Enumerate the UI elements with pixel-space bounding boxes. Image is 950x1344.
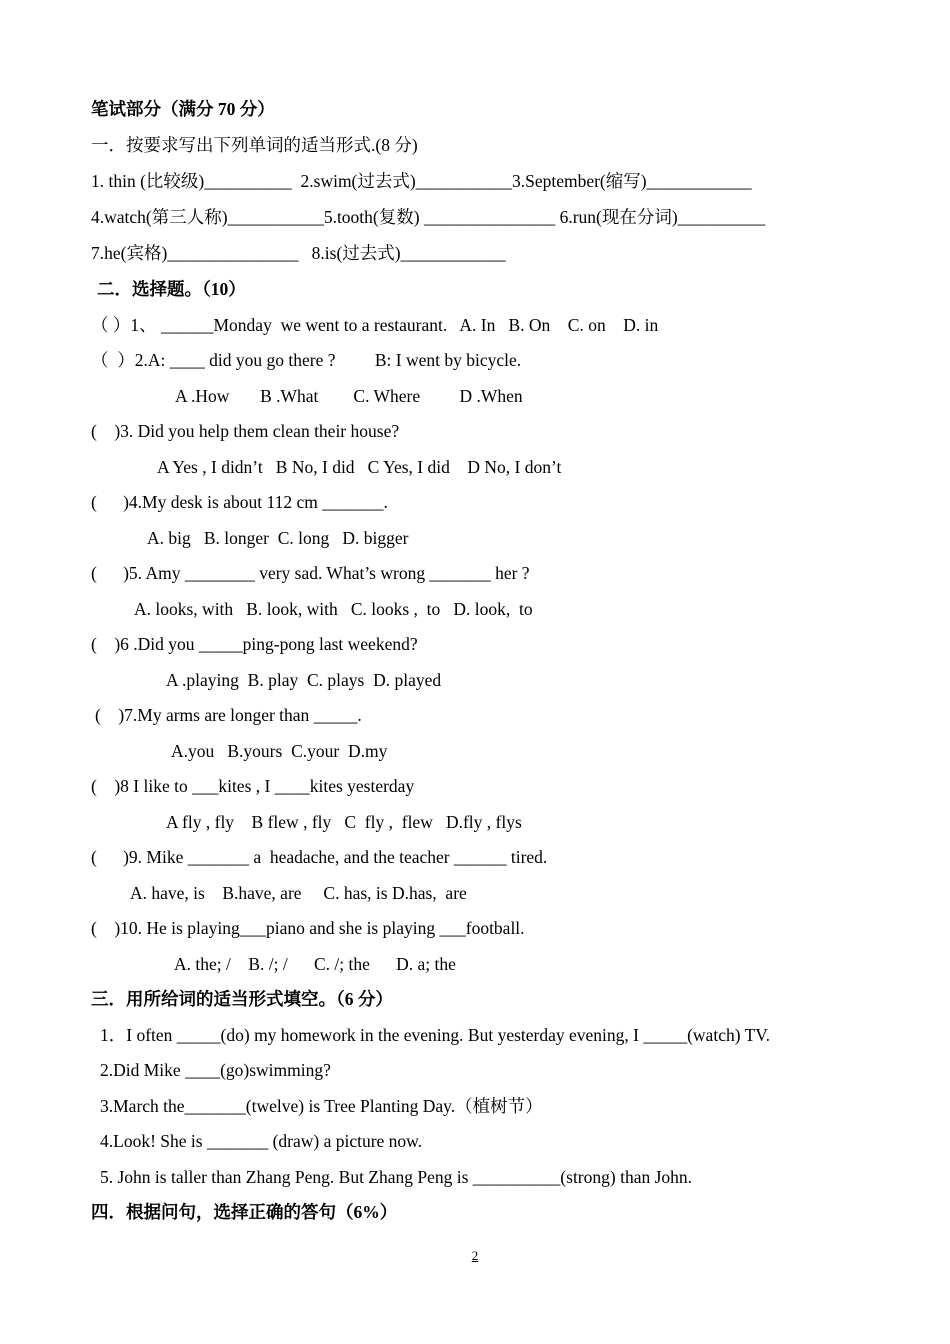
question-line: （ ）1、 ______Monday we went to a restaurant. A. In B. On C. on D. in — [91, 315, 659, 335]
section-1-heading: 一．按要求写出下列单词的适当形式.(8 分) — [91, 135, 418, 155]
option-line: A. looks, with B. look, with C. looks , to D. look, to — [134, 599, 533, 619]
section-3-heading: 三．用所给词的适当形式填空。（6 分） — [91, 989, 393, 1009]
question-line: ( )9. Mike _______ a headache, and the teacher ______ tired. — [91, 847, 548, 867]
option-line: A .How B .What C. Where D .When — [175, 386, 523, 406]
option-line: A. have, is B.have, are C. has, is D.has, are — [130, 883, 467, 903]
question-line: ( )4.My desk is about 112 cm _______. — [91, 492, 388, 512]
option-line: A. big B. longer C. long D. bigger — [147, 528, 409, 548]
question-line: ( )5. Amy ________ very sad. What’s wrong _______ her ? — [91, 563, 530, 583]
question-line: ( )10. He is playing___piano and she is playing ___football. — [91, 918, 525, 938]
question-line: ( )7.My arms are longer than _____. — [95, 705, 362, 725]
question-line: ( )8 I like to ___kites , I ____kites yesterday — [91, 776, 415, 796]
option-line: A Yes , I didn’t B No, I did C Yes, I did D No, I don’t — [157, 457, 562, 477]
fill-in-line: 5. John is taller than Zhang Peng. But Zhang Peng is __________(strong) than John. — [100, 1167, 693, 1187]
page-number: 2 — [471, 1248, 479, 1263]
option-line: A. the; / B. /; / C. /; the D. a; the — [174, 954, 456, 974]
question-line: ( )3. Did you help them clean their house? — [91, 421, 400, 441]
section-1-line: 1. thin (比较级)__________ 2.swim(过去式)___________3.September(缩写)____________ — [91, 171, 752, 191]
fill-in-line: 2.Did Mike ____(go)swimming? — [100, 1060, 331, 1080]
section-1-line: 7.he(宾格)_______________ 8.is(过去式)____________ — [91, 243, 506, 263]
section-2-heading: 二．选择题。（10） — [97, 279, 246, 299]
section-1-line: 4.watch(第三人称)___________5.tooth(复数) _______________ 6.run(现在分词)__________ — [91, 207, 766, 227]
fill-in-line: 1．I often _____(do) my homework in the evening. But yesterday evening, I _____(watch) TV. — [100, 1025, 771, 1045]
fill-in-line: 3.March the_______(twelve) is Tree Planting Day.（植树节） — [100, 1096, 543, 1116]
question-line: ( )6 .Did you _____ping-pong last weekend? — [91, 634, 418, 654]
question-line: （ ）2.A: ____ did you go there ? B: I went by bicycle. — [91, 350, 522, 370]
fill-in-line: 4.Look! She is _______ (draw) a picture now. — [100, 1131, 423, 1151]
option-line: A fly , fly B flew , fly C fly , flew D.fly , flys — [166, 812, 522, 832]
page-title: 笔试部分（满分 70 分） — [91, 99, 275, 119]
option-line: A .playing B. play C. plays D. played — [166, 670, 442, 690]
section-4-heading: 四．根据问句，选择正确的答句（6%） — [91, 1202, 398, 1222]
option-line: A.you B.yours C.your D.my — [171, 741, 388, 761]
